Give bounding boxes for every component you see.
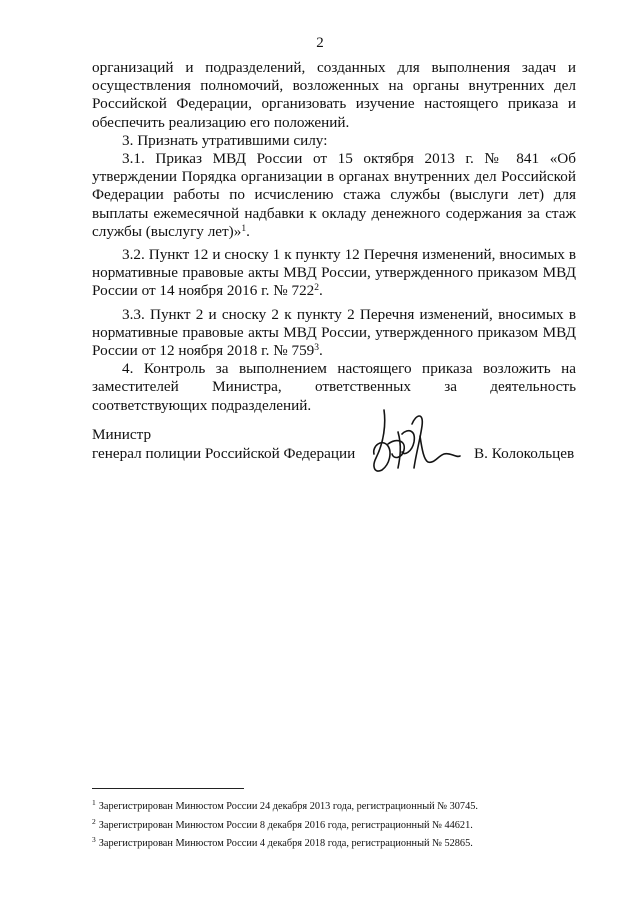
paragraph-item-3-2 (92, 246, 576, 301)
footnote-2 (92, 817, 592, 836)
footnote-ref-1: 1 (241, 223, 247, 234)
footnote-text: Зарегистрирован Минюстом России 8 декабря 2016 года, регистрационный № 44621. (98, 819, 473, 831)
footnote-separator (92, 788, 244, 789)
footnote-number: 2 (92, 816, 96, 826)
footnote-ref-3: 3 (314, 343, 320, 354)
footnote-text: Зарегистрирован Минюстом России 4 декабря 2018 года, регистрационный № 52865. (98, 838, 473, 850)
document-body (92, 59, 576, 415)
footnote-number: 3 (92, 835, 96, 845)
page-number: 2 (316, 35, 324, 51)
item-3-1-end: . (246, 222, 250, 240)
signatory-title-line-2: генерал полиции Российской Федерации (92, 445, 356, 462)
footnote-1 (92, 798, 592, 817)
handwritten-signature (362, 402, 462, 482)
item-3-2-end: . (319, 282, 323, 300)
item-3-3-end: . (319, 342, 323, 360)
footnote-text: Зарегистрирован Минюстом России 24 декабря 2013 года, регистрационный № 30745. (98, 801, 478, 812)
footnotes (92, 798, 592, 854)
item-3-1-text: 3.1. Приказ МВД России от 15 октября 2013 г. № 841 «Об утверждении Порядка организации в органах внутренних дел Российской Федерации работы по исчислению стажа службы (выслуги лет) для выплаты ежемесячной надбавки к окладу денежного содержания за стаж службы (выслугу лет)» (92, 150, 576, 240)
footnote-number: 1 (92, 798, 96, 807)
paragraph-item-3: 3. Признать утратившими силу: (122, 131, 328, 149)
footnote-ref-2: 2 (314, 283, 320, 294)
paragraph-item-3-3 (92, 306, 576, 361)
paragraph-item-4: 4. Контроль за выполнением настоящего приказа возложить на заместителей Министра, ответственных за деятельность соответствующих подразделений. (92, 360, 576, 414)
paragraph-continuation: организаций и подразделений, созданных для выполнения задач и осуществления полномочий, возложенных на органы внутренних дел Российской Федерации, организовать изучение настоящего приказа и обеспечить реализацию его положений. (92, 59, 576, 131)
item-3-3-text: 3.3. Пункт 2 и сноску 2 к пункту 2 Перечня изменений, вносимых в нормативные правовые акты МВД России, утвержденного приказом МВД России от 12 ноября 2018 г. № 759 (92, 305, 576, 360)
footnote-3 (92, 835, 592, 854)
paragraph-item-3-1 (92, 150, 576, 241)
signatory-title-line-1: Министр (92, 426, 152, 443)
signatory-name: В. Колокольцев (474, 445, 575, 462)
signatory-title (92, 425, 355, 463)
item-3-2-text: 3.2. Пункт 12 и сноску 1 к пункту 12 Перечня изменений, вносимых в нормативные правовые акты МВД России, утвержденного приказом МВД России от 14 ноября 2016 г. № 722 (92, 246, 576, 300)
